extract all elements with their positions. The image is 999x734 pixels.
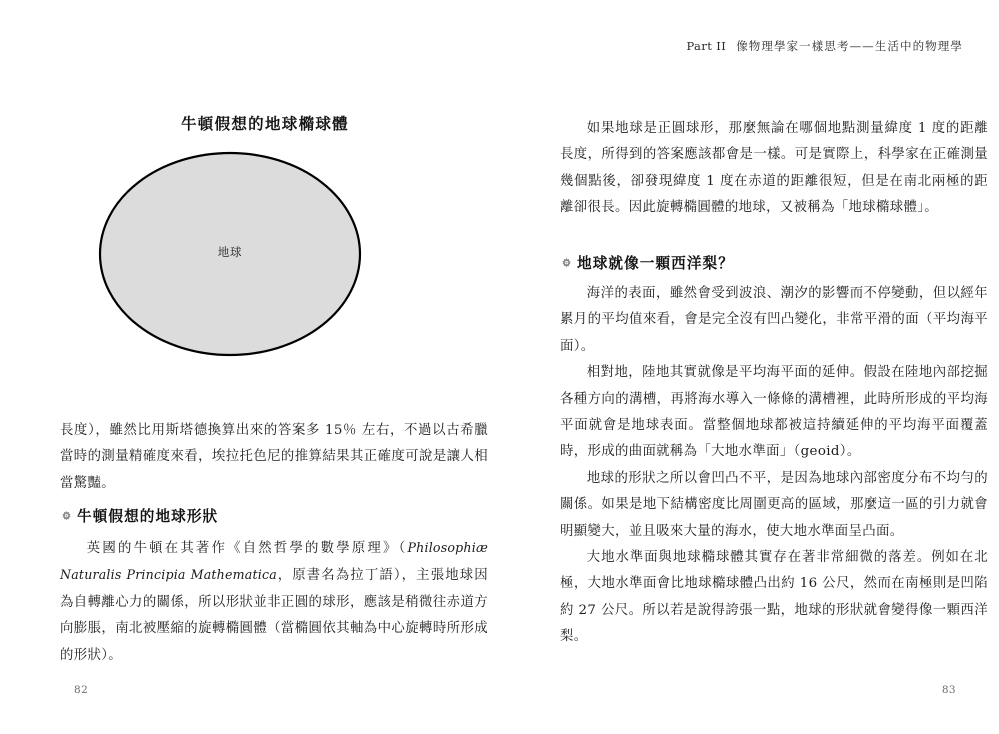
para-part-after-italic: ，原書名為拉丁語），主張地球因為自轉離心力的關係，所以形狀並非正圓的球形，應該是稍微往赤道方向膨脹，南北被壓縮的旋轉橢圓體（當橢圓依其軸為中心旋轉時所形成的形狀）。 [60, 568, 488, 663]
page-number-right: 83 [941, 684, 956, 696]
paragraph: 長度），雖然比用斯塔德換算出來的答案多 15％ 左右，不過以古希臘當時的測量精確度來看，埃拉托色尼的推算結果其正確度可說是讓人相當驚豔。 [60, 423, 488, 491]
figure-canvas [30, 148, 500, 370]
earth-ellipsoid-figure [30, 112, 500, 370]
paragraph: 海洋的表面，雖然會受到波浪、潮汐的影響而不停變動，但以經年累月的平均值來看，會是完全沒有凹凸變化，非常平滑的面（平均海平面）。 [560, 286, 988, 354]
right-intro-block [560, 116, 988, 222]
paragraph: 相對地，陸地其實就像是平均海平面的延伸。假設在陸地內部挖掘各種方向的溝槽，再將海水導入一條條的溝槽裡，此時所形成的平均海平面就會是地球表面。當整個地球都被這持續延伸的平均海平面覆蓋時，形成的曲面就稱為「大地水準面」（geoid）。 [560, 365, 988, 460]
gear-icon [60, 510, 73, 523]
running-header-part-label: Part [686, 39, 713, 53]
left-continuation-block [60, 418, 488, 497]
principia-title-italic: Philosophiæ Naturalis Principia Mathematica [60, 540, 488, 583]
paragraph: 地球的形狀之所以會凹凸不平，是因為地球內部密度分布不均勻的關係。如果是地下結構密度比周圍更高的區域，那麼這一區的引力就會明顯變大，並且吸來大量的海水，使大地水準面呈凸面。 [560, 470, 988, 539]
running-header-part-numeral: II [716, 39, 727, 53]
section-heading-newton-shape [60, 505, 488, 526]
section-heading-label: 牛頓假想的地球形狀 [77, 508, 219, 525]
paragraph-intro: 如果地球是正圓球形，那麼無論在哪個地點測量緯度 1 度的距離長度，所得到的答案應該都會是一樣。可是實際上，科學家在正確測量幾個點後，卻發現緯度 1 度在赤道的距離很短，但是在南北兩極的距離卻很長。因此旋轉橢圓體的地球，又被稱為「地球橢球體」。 [560, 121, 988, 216]
page-number-left: 82 [74, 684, 89, 696]
section-heading-pear-shape [560, 252, 988, 273]
paragraph-newton-principia [60, 535, 488, 669]
left-page [30, 0, 500, 734]
right-page [530, 0, 999, 734]
paragraph: 大地水準面與地球橢球體其實存在著非常細微的落差。例如在北極，大地水準面會比地球橢球體凸出約 16 公尺，然而在南極則是凹陷約 27 公尺。所以若是說得誇張一點，地球的形狀就會變得像一顆西洋梨。 [560, 550, 988, 645]
left-section-block [60, 505, 488, 669]
ellipse-label: 地球 [217, 245, 243, 259]
figure-title: 牛頓假想的地球橢球體 [180, 115, 349, 133]
section-heading-label: 地球就像一顆西洋梨？ [577, 255, 734, 272]
right-section-block [560, 252, 988, 651]
para-part-before-italic: 英國的牛頓在其著作《自然哲學的數學原理》（ [86, 541, 408, 556]
running-header-title: 像物理學家一樣思考——生活中的物理學 [736, 39, 963, 53]
gear-icon [560, 257, 573, 270]
ellipse-shape [98, 150, 362, 358]
